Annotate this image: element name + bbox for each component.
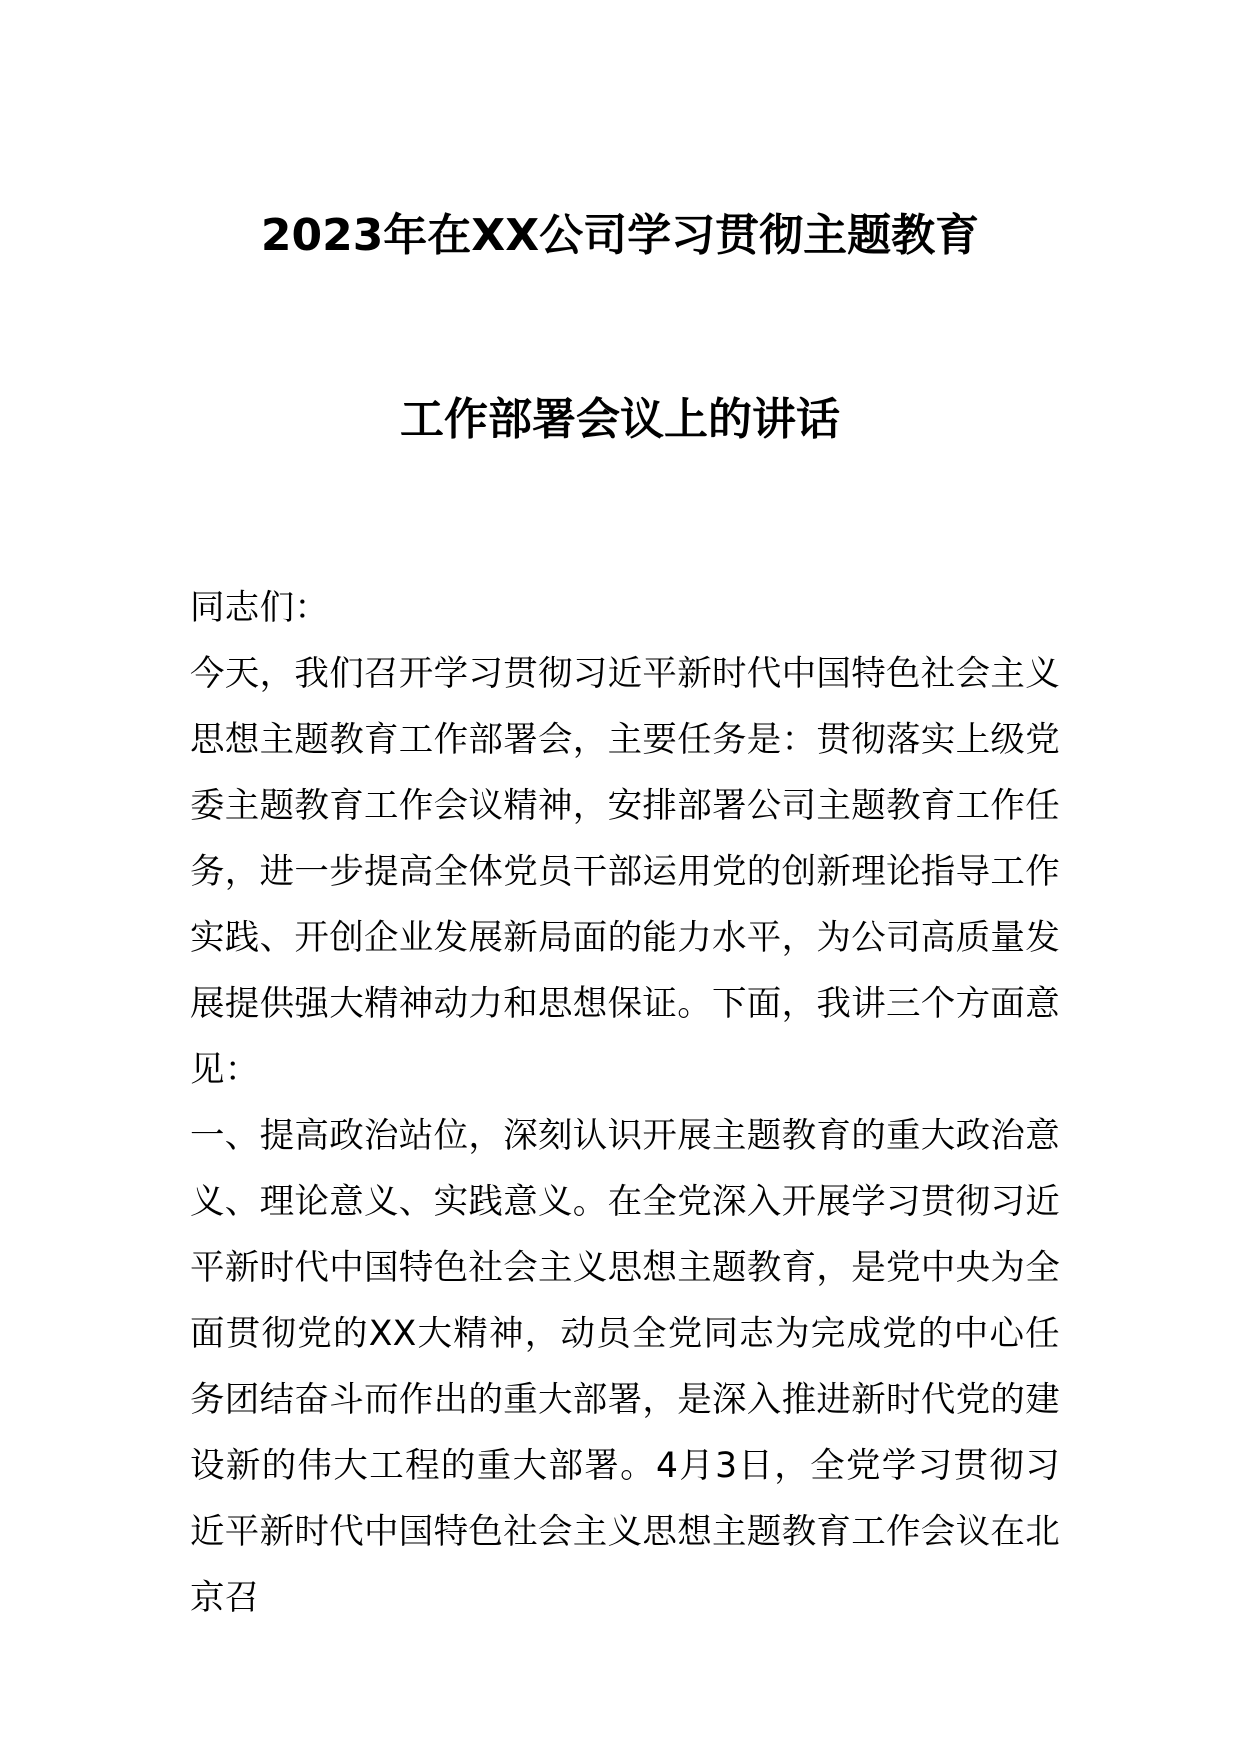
body-paragraph-1: 今天，我们召开学习贯彻习近平新时代中国特色社会主义思想主题教育工作部署会，主要任务是：贯彻落实上级党委主题教育工作会议精神，安排部署公司主题教育工作任务，进一步提高全体党员干部运用党的创新理论指导工作实践、开创企业发展新局面的能力水平，为公司高质量发展提供强大精神动力和思想保证。下面，我讲三个方面意见： (190, 654, 1060, 1090)
document-title-line-1: 2023年在XX公司学习贯彻主题教育 (260, 210, 980, 261)
salutation: 同志们： (190, 588, 330, 628)
body-paragraph-2: 一、提高政治站位，深刻认识开展主题教育的重大政治意义、理论意义、实践意义。在全党深入开展学习贯彻习近平新时代中国特色社会主义思想主题教育，是党中央为全面贯彻党的XX大精神，动员全党同志为完成党的中心任务团结奋斗而作出的重大部署，是深入推进新时代党的建设新的伟大工程的重大部署。4月3日，全党学习贯彻习近平新时代中国特色社会主义思想主题教育工作会议在北京召 (190, 1116, 1060, 1618)
document-body (190, 575, 1060, 1631)
document-title-line-2: 工作部署会议上的讲话 (400, 394, 840, 445)
